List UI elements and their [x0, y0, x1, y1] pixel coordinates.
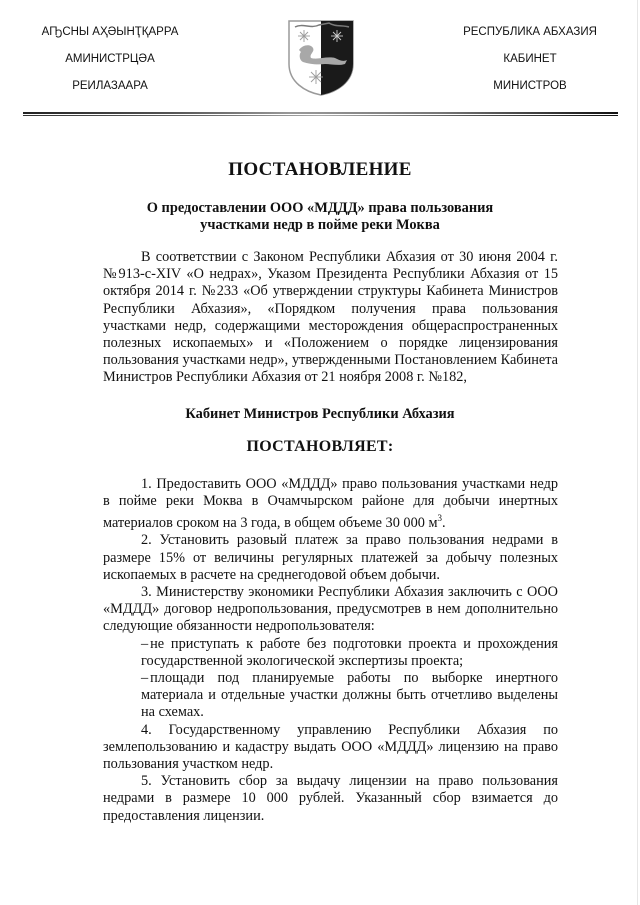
resolution-item-2: 2. Установить разовый платеж за право пользования недрами в размере 15% от величины регулярных платежей за добычу полезных ископаемых в расчете на среднегодовой объем добычи.	[103, 532, 558, 583]
letterhead-right-line3: МИНИСТРОВ	[493, 80, 567, 92]
resolution-item-1	[103, 476, 558, 532]
resolution-item-4: 4. Государственному управлению Республики Абхазия по землепользованию и кадастру выдать ООО «МДДД» лицензию на право пользования участком недр.	[103, 721, 558, 773]
resolution-subitem-2	[103, 670, 558, 722]
letterhead-rule-bottom	[23, 115, 618, 116]
preamble	[103, 249, 558, 387]
letterhead-right-line2: КАБИНЕТ	[503, 53, 557, 65]
resolution-items	[103, 476, 558, 825]
resolution-subitem-1	[103, 636, 558, 670]
coat-of-arms-icon	[287, 18, 355, 96]
subitem-1-text: не приступать к работе без подготовки проекта и прохождения государственной экологической экспертизы проекта;	[141, 635, 558, 669]
document-subtitle	[0, 200, 640, 234]
document-title: ПОСТАНОВЛЕНИЕ	[228, 159, 412, 180]
resolves-heading: ПОСТАНОВЛЯЕТ:	[246, 438, 394, 455]
letterhead-left-line2: АМИНИСТРЦӘА	[65, 53, 155, 65]
letterhead-rule-top	[23, 112, 618, 114]
document-subtitle-line2: участками недр в пойме реки Моква	[200, 217, 440, 233]
document-subtitle-line1: О предоставлении ООО «МДДД» права пользования	[146, 200, 494, 216]
resolution-item-5: 5. Установить сбор за выдачу лицензии на право пользования недрами в размере 10 000 рублей. Указанный сбор взимается до предоставления лицензии.	[103, 773, 558, 824]
letterhead-right-line1: РЕСПУБЛИКА АБХАЗИЯ	[463, 26, 597, 38]
item-1-end: .	[442, 515, 446, 532]
issuer-heading: Кабинет Министров Республики Абхазия	[185, 406, 455, 422]
preamble-text: В соответствии с Законом Республики Абхазия от 30 июня 2004 г. №913-с-XIV «О недрах», Указом Президента Республики Абхазия от 15 октября 2014 г. №233 «Об утверждении структуры Кабинета Министров Республики Абхазия», «Порядком получения права пользования участками недр, содержащими месторождения общераспространенных полезных ископаемых» и «Положением о порядке лицензирования пользования участками недр», утвержденными Постановлением Кабинета Министров Республики Абхазия от 21 ноября 2008 г. №182,	[103, 249, 558, 386]
emblem-star-bottom	[309, 70, 323, 84]
letterhead-left-line3: РЕИЛАЗААРА	[72, 80, 148, 92]
item-1-text: 1. Предоставить ООО «МДДД» право пользования участками недр в пойме реки Моква в Очамчырском районе для добычи инертных материалов сроком на 3 года, в общем объеме 30 000 м	[103, 476, 558, 532]
resolution-item-3: 3. Министерству экономики Республики Абхазия заключить с ООО «МДДД» договор недропользования, предусмотрев в нем дополнительно следующие обязанности недропользователя:	[103, 583, 558, 635]
dash-bullet: –	[141, 670, 149, 686]
dash-bullet: –	[141, 635, 149, 652]
subitem-2-text: площади под планируемые работы по выборке инертного материала и отдельные участки должны быть отчетливо выделены на схемах.	[141, 670, 558, 721]
cubic-superscript: 3	[437, 513, 442, 524]
letterhead-left-line1: АҦСНЫ АҲӘЫНҬҚАРРА	[41, 26, 179, 38]
